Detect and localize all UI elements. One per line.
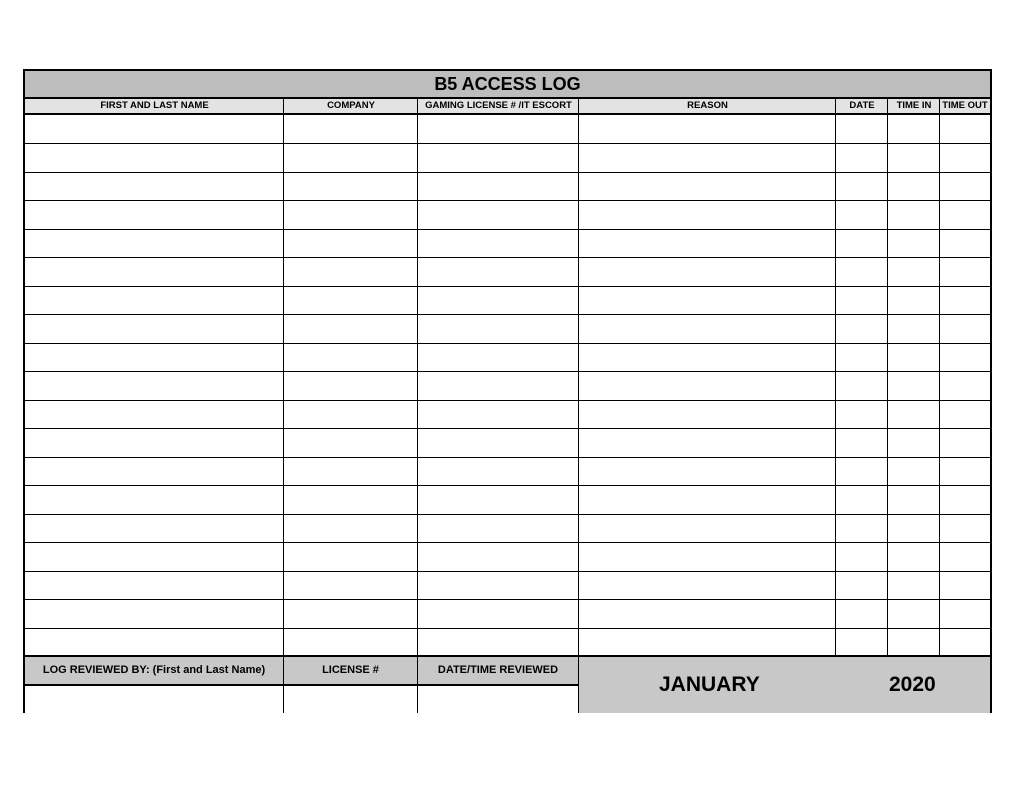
entry-cell-time-out[interactable] — [940, 115, 990, 144]
entry-cell-date[interactable] — [836, 600, 888, 629]
entry-cell-time-in[interactable] — [888, 343, 940, 372]
entry-cell-gaming-license[interactable] — [418, 229, 579, 258]
column-divider — [887, 99, 888, 657]
entry-cell-time-out[interactable] — [940, 172, 990, 201]
entry-cell-company[interactable] — [284, 172, 418, 201]
entry-cell-gaming-license[interactable] — [418, 600, 579, 629]
entry-cell-name[interactable] — [25, 286, 284, 315]
entry-cell-time-in[interactable] — [888, 457, 940, 486]
entry-cell-gaming-license[interactable] — [418, 628, 579, 657]
entry-cell-reason[interactable] — [579, 201, 836, 230]
entry-cell-date[interactable] — [836, 457, 888, 486]
row-divider — [25, 628, 990, 629]
entry-cell-company[interactable] — [284, 486, 418, 515]
reviewed-by-field[interactable] — [25, 686, 283, 713]
entry-cell-company[interactable] — [284, 286, 418, 315]
entry-cell-reason[interactable] — [579, 571, 836, 600]
entry-cell-date[interactable] — [836, 486, 888, 515]
entry-cell-reason[interactable] — [579, 286, 836, 315]
footer-divider — [417, 657, 418, 713]
entry-cell-reason[interactable] — [579, 600, 836, 629]
entry-cell-date[interactable] — [836, 571, 888, 600]
row-divider — [25, 599, 990, 600]
entry-cell-reason[interactable] — [579, 457, 836, 486]
entry-cell-date[interactable] — [836, 315, 888, 344]
access-log-sheet — [23, 69, 992, 713]
entry-cell-reason[interactable] — [579, 315, 836, 344]
entry-cell-company[interactable] — [284, 400, 418, 429]
entry-cell-gaming-license[interactable] — [418, 543, 579, 572]
entry-cell-time-in[interactable] — [888, 543, 940, 572]
license-label: LICENSE # — [284, 657, 417, 686]
entry-cell-time-in[interactable] — [888, 172, 940, 201]
entry-cell-reason[interactable] — [579, 115, 836, 144]
entry-cell-time-out[interactable] — [940, 258, 990, 287]
entry-cell-name[interactable] — [25, 628, 284, 657]
column-header-date: DATE — [849, 100, 875, 111]
entry-cell-company[interactable] — [284, 315, 418, 344]
row-divider — [25, 200, 990, 201]
entry-cell-reason[interactable] — [579, 258, 836, 287]
entry-cell-time-in[interactable] — [888, 115, 940, 144]
entry-cell-name[interactable] — [25, 457, 284, 486]
column-header-row — [25, 99, 990, 115]
column-header-time-in: TIME IN — [896, 100, 932, 111]
entry-cell-time-in[interactable] — [888, 286, 940, 315]
entry-cell-gaming-license[interactable] — [418, 115, 579, 144]
entry-cell-gaming-license[interactable] — [418, 144, 579, 173]
row-divider — [25, 343, 990, 344]
entry-cell-time-in[interactable] — [888, 486, 940, 515]
entry-cell-name[interactable] — [25, 600, 284, 629]
entry-cell-time-out[interactable] — [940, 372, 990, 401]
entry-cell-time-in[interactable] — [888, 229, 940, 258]
entry-cell-company[interactable] — [284, 115, 418, 144]
entry-cell-gaming-license[interactable] — [418, 514, 579, 543]
entry-cell-time-in[interactable] — [888, 628, 940, 657]
entry-cell-name[interactable] — [25, 372, 284, 401]
entry-cell-name[interactable] — [25, 400, 284, 429]
entry-cell-time-in[interactable] — [888, 400, 940, 429]
entry-cell-company[interactable] — [284, 229, 418, 258]
datetime-reviewed-field[interactable] — [418, 686, 578, 713]
entry-cell-company[interactable] — [284, 600, 418, 629]
period-year: 2020 — [889, 673, 936, 696]
entry-cell-time-in[interactable] — [888, 571, 940, 600]
row-divider — [25, 286, 990, 287]
entry-cell-gaming-license[interactable] — [418, 457, 579, 486]
column-header-gaming-license: GAMING LICENSE # /IT ESCORT — [425, 100, 572, 111]
entry-cell-name[interactable] — [25, 315, 284, 344]
entry-cell-time-in[interactable] — [888, 258, 940, 287]
entry-cell-reason[interactable] — [579, 144, 836, 173]
entry-cell-company[interactable] — [284, 543, 418, 572]
entry-cell-time-out[interactable] — [940, 144, 990, 173]
entry-cell-gaming-license[interactable] — [418, 372, 579, 401]
entry-cell-reason[interactable] — [579, 628, 836, 657]
column-header-name: FIRST AND LAST NAME — [100, 100, 209, 111]
log-title: B5 ACCESS LOG — [25, 71, 990, 99]
entry-cell-date[interactable] — [836, 172, 888, 201]
entry-cell-name[interactable] — [25, 115, 284, 144]
entry-cell-name[interactable] — [25, 486, 284, 515]
row-divider — [25, 485, 990, 486]
entry-cell-time-out[interactable] — [940, 201, 990, 230]
review-footer — [25, 655, 990, 713]
entry-cell-time-out[interactable] — [940, 400, 990, 429]
entry-cell-gaming-license[interactable] — [418, 286, 579, 315]
entry-cell-time-out[interactable] — [940, 600, 990, 629]
entry-cell-date[interactable] — [836, 628, 888, 657]
entry-cell-time-in[interactable] — [888, 144, 940, 173]
column-divider — [417, 99, 418, 657]
entry-cell-time-out[interactable] — [940, 229, 990, 258]
column-header-reason: REASON — [687, 100, 728, 111]
row-divider — [25, 172, 990, 173]
row-divider — [25, 514, 990, 515]
column-header-time-out: TIME OUT — [942, 100, 988, 111]
entry-cell-gaming-license[interactable] — [418, 429, 579, 458]
entry-cell-reason[interactable] — [579, 172, 836, 201]
entry-cell-time-in[interactable] — [888, 514, 940, 543]
entry-cell-time-in[interactable] — [888, 315, 940, 344]
entry-cell-name[interactable] — [25, 514, 284, 543]
entry-cell-company[interactable] — [284, 628, 418, 657]
entry-cell-reason[interactable] — [579, 486, 836, 515]
entry-cell-date[interactable] — [836, 258, 888, 287]
entry-cell-date[interactable] — [836, 543, 888, 572]
entry-cell-time-out[interactable] — [940, 628, 990, 657]
entry-cell-gaming-license[interactable] — [418, 571, 579, 600]
entry-cell-gaming-license[interactable] — [418, 400, 579, 429]
entry-cell-time-out[interactable] — [940, 429, 990, 458]
entry-cell-gaming-license[interactable] — [418, 172, 579, 201]
row-divider — [25, 400, 990, 401]
datetime-reviewed-label: DATE/TIME REVIEWED — [418, 657, 578, 686]
entry-cell-company[interactable] — [284, 514, 418, 543]
entry-cell-name[interactable] — [25, 343, 284, 372]
entry-cell-company[interactable] — [284, 144, 418, 173]
entry-cell-gaming-license[interactable] — [418, 258, 579, 287]
entry-cell-date[interactable] — [836, 286, 888, 315]
entry-cell-time-in[interactable] — [888, 600, 940, 629]
entry-cell-time-out[interactable] — [940, 543, 990, 572]
entry-cell-name[interactable] — [25, 229, 284, 258]
entry-cell-date[interactable] — [836, 514, 888, 543]
entry-cell-time-in[interactable] — [888, 429, 940, 458]
row-divider — [25, 457, 990, 458]
entry-cell-name[interactable] — [25, 429, 284, 458]
entry-cell-gaming-license[interactable] — [418, 315, 579, 344]
entry-cell-time-out[interactable] — [940, 286, 990, 315]
entry-cell-gaming-license[interactable] — [418, 486, 579, 515]
row-divider — [25, 428, 990, 429]
entry-cell-time-in[interactable] — [888, 201, 940, 230]
row-divider — [25, 257, 990, 258]
entry-cell-date[interactable] — [836, 429, 888, 458]
entry-cell-date[interactable] — [836, 144, 888, 173]
row-divider — [25, 229, 990, 230]
row-divider — [25, 571, 990, 572]
entry-cell-date[interactable] — [836, 400, 888, 429]
entry-cell-company[interactable] — [284, 201, 418, 230]
entry-cell-reason[interactable] — [579, 372, 836, 401]
entry-cell-time-out[interactable] — [940, 571, 990, 600]
entry-cell-date[interactable] — [836, 115, 888, 144]
entry-cell-name[interactable] — [25, 258, 284, 287]
row-divider — [25, 143, 990, 144]
license-field[interactable] — [284, 686, 417, 713]
entry-cell-company[interactable] — [284, 571, 418, 600]
footer-divider — [283, 657, 284, 713]
entry-cell-date[interactable] — [836, 372, 888, 401]
entry-cell-company[interactable] — [284, 429, 418, 458]
period-month: JANUARY — [659, 673, 760, 696]
entry-cell-reason[interactable] — [579, 400, 836, 429]
entry-cell-company[interactable] — [284, 258, 418, 287]
entry-cell-gaming-license[interactable] — [418, 343, 579, 372]
entry-cell-gaming-license[interactable] — [418, 201, 579, 230]
entry-cell-name[interactable] — [25, 144, 284, 173]
entry-cell-reason[interactable] — [579, 343, 836, 372]
entry-cell-time-out[interactable] — [940, 315, 990, 344]
row-divider — [25, 314, 990, 315]
entry-cell-date[interactable] — [836, 229, 888, 258]
row-divider — [25, 371, 990, 372]
column-header-company: COMPANY — [327, 100, 375, 111]
entry-cell-reason[interactable] — [579, 229, 836, 258]
entry-cell-time-in[interactable] — [888, 372, 940, 401]
entry-cell-time-out[interactable] — [940, 343, 990, 372]
entry-cell-reason[interactable] — [579, 429, 836, 458]
column-divider — [939, 99, 940, 657]
reviewed-by-label: LOG REVIEWED BY: (First and Last Name) — [25, 657, 283, 686]
entry-cell-name[interactable] — [25, 172, 284, 201]
entry-cell-time-out[interactable] — [940, 457, 990, 486]
entry-cell-reason[interactable] — [579, 543, 836, 572]
entry-cell-company[interactable] — [284, 372, 418, 401]
entry-cell-time-out[interactable] — [940, 514, 990, 543]
column-divider — [835, 99, 836, 657]
entry-cell-name[interactable] — [25, 201, 284, 230]
entry-cell-reason[interactable] — [579, 514, 836, 543]
entry-cell-time-out[interactable] — [940, 486, 990, 515]
column-divider — [283, 99, 284, 657]
entry-cell-date[interactable] — [836, 201, 888, 230]
entry-cell-date[interactable] — [836, 343, 888, 372]
entry-cell-company[interactable] — [284, 343, 418, 372]
row-divider — [25, 542, 990, 543]
entry-cell-name[interactable] — [25, 543, 284, 572]
entry-cell-company[interactable] — [284, 457, 418, 486]
entry-cell-name[interactable] — [25, 571, 284, 600]
period-box — [579, 657, 990, 713]
column-divider — [578, 99, 579, 657]
